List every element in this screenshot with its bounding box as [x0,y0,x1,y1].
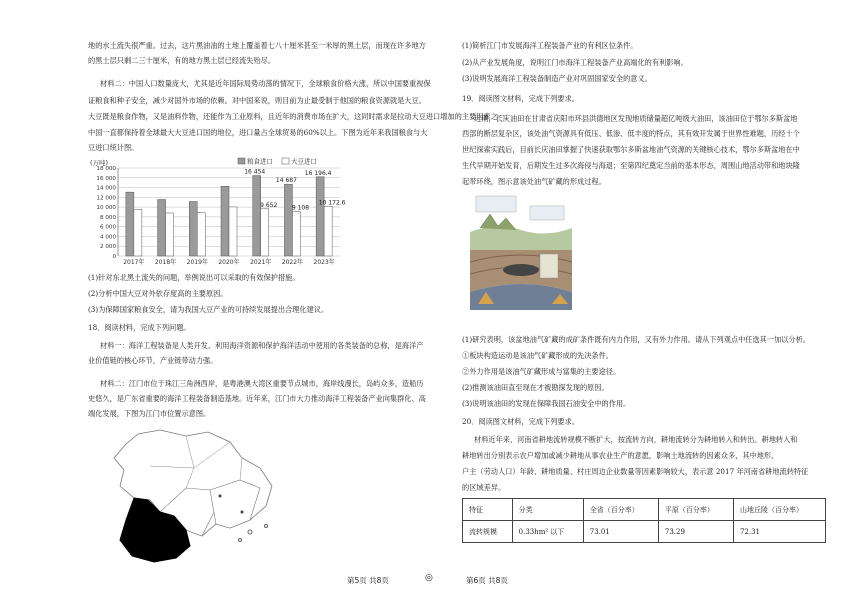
y-tick-label: 14 000 [96,185,116,192]
bar [134,209,142,256]
text-line: 户主（劳动人口）年龄、耕地质量、村庄周边企业数量等因素影响较大，表示意 2017 年河南省耕地流转特征 [462,467,809,476]
x-tick-label: 2017年 [123,259,145,266]
text-line: 证粮食和种子安全，减少对国外市场的依赖。对中国来说，则目前为止最受制于他国的粮食资源就是大豆。 [88,96,426,105]
x-tick-label: 2023年 [313,259,335,266]
text-line: 材料二：中国人口数量庞大，尤其是近年国际局势动荡的情况下，全球粮食价格大涨，所以中国要重视保 [100,79,431,88]
question: (1)简析江门市发展海洋工程装备产业的有利区位条件。 [462,41,638,50]
question: (1)针对东北黑土流失的问题，举例说出可以采取的有效保护措施。 [88,273,300,282]
legend-label: 大豆进口 [291,157,317,166]
text-line: 西部的断层复杂区，该处油气资源具有低压、低渗、低丰度的特点，其有效开发属于世界性难题，历经十个 [462,129,800,138]
legend-swatch [238,158,245,164]
text-line: 起带环绕，图示意该处油气矿藏的形成过程。 [462,177,606,186]
y-tick-label: 16 000 [96,175,116,182]
data-label: 10 172.6 [318,199,346,207]
bar [292,211,300,256]
text-line: 材料二：江门市位于珠江三角洲西岸，是粤港澳大湾区重要节点城市，海岸线漫长，岛屿众多，造船历 [100,379,424,388]
table-cell: 流转规模 [463,521,513,543]
question: (3)说明发展海洋工程装备制造产业对巩固国家安全的意义。 [462,74,652,83]
bar [189,202,197,256]
question: (3)说明该油田的发现在保障我国石油安全中的作用。 [462,399,631,408]
text-line: 近期，长庆油田在甘肃省庆阳市环县洪德地区发现地质储量超亿吨级大油田，该油田位于鄂尔多斯盆地 [474,114,798,123]
x-tick-label: 2021年 [250,259,272,266]
question: (1)研究表明，该盆地油气矿藏的成矿条件既有内力作用，又有外力作用。请从下列观点中任选其一加以分析。 [462,335,810,344]
table-cell: 0.33hm² 以下 [512,521,583,543]
text-line: 世纪探索实践后，目前长庆油田掌握了快速获取鄂尔多斯盆地油气资源的关键核心技术，鄂尔多斯盆地在中 [462,145,800,154]
text-line: 材料近年来，河南省耕地流转规模不断扩大，按流转方向，耕地流转分为耕地转入和转出。耕地转入和 [474,435,798,444]
y-unit-label: (万吨) [90,159,109,167]
table-cell: 72.31 [733,521,825,543]
bar [324,206,332,256]
table-header-cell: 全省（百分率） [583,499,658,521]
binding-hole-icon: ◎ [425,573,433,583]
y-tick-label: 18 000 [96,166,116,172]
data-label: 9 108 [291,204,310,212]
y-tick-label: 8 000 [99,214,116,221]
page-number-left: 第5页 共8页 [347,576,389,585]
text-line: 生代早期开始发育，后期发生过多次海侵与海退；至第四纪奠定当前的基本形态，周围山地活动带和地块隆 [462,161,800,170]
table-header-cell: 分类 [512,499,583,521]
text-line: 的黑土层只剩二三十厘米，有的地方黑土层已经流失殆尽。 [88,56,275,65]
table-cell: 73.01 [583,521,658,543]
question-option: ①板块构造运动是该油气矿藏形成的先决条件。 [462,351,613,360]
question-option: ②外力作用是该油气矿藏形成与富集的主要途径。 [462,367,621,376]
bar [253,176,261,256]
y-tick-label: 2 000 [99,244,116,251]
y-tick-label: 12 000 [96,195,116,202]
text-line: 业价值链的核心环节，产业链带动力强。 [88,356,218,365]
bar [126,192,134,256]
text-line: 中国一直都保持着全球最大大豆进口国的地位，进口量占全球贸易的60%以上。下图为近年来我国粮食与大 [88,128,428,137]
question: (2)推测该油田直至现在才被勘探发现的原因。 [462,383,609,392]
y-tick-label: 6 000 [99,224,116,231]
data-label: 14 687 [275,177,297,185]
table-header-cell: 特征 [463,499,513,521]
jiangmen-location-map [90,428,320,566]
legend-label: 粮食进口 [247,157,273,166]
x-tick-label: 2020年 [218,259,240,266]
bar [158,200,166,256]
question-heading: 19．阅读图文材料，完成下列要求。 [462,94,579,103]
x-tick-label: 2018年 [154,259,177,266]
bar [221,186,229,256]
y-tick-label: 10 000 [96,205,116,212]
table-header-row [463,499,826,521]
text-line: 端化发展，下图为江门市位置示意图。 [88,409,211,418]
map-label-jiangmen: 江门 [162,505,175,512]
table-header-cell: 山地丘陵（百分率） [733,499,825,521]
bar [261,209,269,256]
table-header-cell: 平原（百分率） [658,499,733,521]
text-line: 地的水土流失很严重。过去，这片黑油油的土地上覆盖着七八十厘米甚至一米厚的黑土层，而现在许多地方 [88,41,426,50]
bar [316,177,324,256]
bar [166,213,174,256]
table-row [463,521,826,543]
question: (2)分析中国大豆对外依存度高的主要原因。 [88,289,228,298]
data-label: 16 454 [244,168,266,176]
text-line: 耕地转出分别表示农户增加或减少耕地从事农业生产的意愿，影响土地流转的因素众多，其中地形、 [462,451,779,460]
import-bar-chart [88,156,350,268]
legend-swatch [282,158,289,164]
data-label: 9 652 [260,201,278,209]
text-line: 史悠久，是广东省重要的海洋工程装备制造基地。近年来，江门市大力推动海洋工程装备产业向集群化、高 [88,394,426,403]
question: (3)为保障国家粮食安全，请为我国大豆产业的可持续发展提出合理化建议。 [88,305,329,314]
x-tick-label: 2022年 [281,259,304,266]
bar [197,213,205,256]
oil-gas-formation-diagram [466,192,576,322]
page-number-right: 第6页 共8页 [466,576,508,585]
data-label: 16 196.4 [304,169,332,177]
text-line: 豆进口统计图。 [88,143,139,152]
text-line: 材料一：海洋工程装备是人类开发、利用海洋资源和保护海洋活动中使用的各类装备的总称，是海洋产 [100,341,424,350]
table-cell: 73.29 [658,521,733,543]
bar [229,207,237,256]
bar [284,184,292,256]
y-tick-label: 0 [112,254,116,260]
question: (2)从产业发展角度，说明江门市海洋工程装备产业高端化的有利影响。 [462,58,688,67]
question-heading: 20．阅读图文材料，完成下列要求。 [462,417,579,426]
text-line: 的区域差异。 [462,483,506,492]
x-tick-label: 2019年 [186,259,208,266]
farmland-transfer-table [462,498,826,543]
y-tick-label: 4 000 [99,234,116,241]
text-line: 大豆既是粮食作物，又是油料作物，还能作为工业原料，且近年的消费市场在扩大，这同时需求是拉动大豆进口增加的主要因素之一。 [88,112,513,121]
question-heading: 18．阅读材料，完成下列问题。 [88,323,191,332]
